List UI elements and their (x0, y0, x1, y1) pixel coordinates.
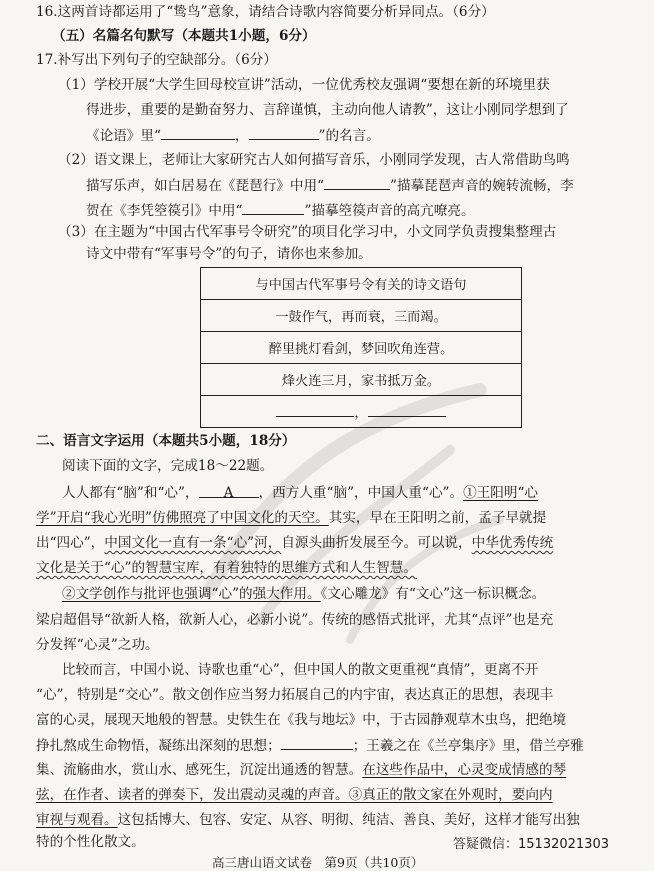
para1-line1 (62, 483, 538, 503)
q17-part2-text-c: 贺在《李凭箜篌引》中用“ (86, 203, 243, 219)
contact-info: 答疑微信：15132021303 (453, 837, 609, 852)
para2-line3: 分发挥“心灵”之功。 (36, 637, 159, 653)
q17-part3-line1: （3）在主题为“中国古代军事号令研究”的项目化学习中，小文同学负责搜集整理古 (58, 224, 557, 240)
q17-part2-line1: （2）语文课上，老师让大家研究古人如何描写音乐，小刚同学发现，古人常借助鸟鸣 (58, 152, 570, 168)
para2-line2: 梁启超倡导“欲新人格，欲新人心，必新小说”。传统的感悟式批评，尤其“点评”也是充 (36, 612, 554, 628)
q17-part2-line3 (86, 200, 475, 221)
para1-line4: 文化是关于“心”的智慧宝库，有着独特的思维方式和人生智慧。 (36, 560, 417, 576)
section-2-title: 二、语言文字运用（本题共5小题，18分） (36, 433, 296, 449)
answer-blank-2a[interactable] (324, 175, 390, 190)
table-row-3: 烽火连三月，家书抵万金。 (201, 364, 522, 396)
answer-blank-para3[interactable] (281, 735, 353, 750)
q17-part2-line2 (86, 175, 574, 196)
para1-wavy-1: 中国文化一直有一条“心”河， (104, 535, 282, 551)
para3-text-l5a: 集、流觞曲水，赏山水、感死生，沉淀出通透的智慧。 (36, 762, 363, 778)
q17-part1-text-c: ”的名言。 (318, 128, 380, 144)
para3-line7 (36, 810, 580, 830)
blank-A-label: A (223, 485, 234, 501)
para2-line1 (62, 584, 545, 604)
para1-text-l2c: 其实，早在王阳明之前，孟子早就提 (328, 510, 547, 526)
question-16: 16.这两首诗都运用了“鸷鸟”意象，请结合诗歌内容简要分析异同点。（6分） (36, 4, 495, 20)
para3-line8: 特的个性化散文。 (36, 834, 145, 850)
para3-line6 (36, 785, 553, 805)
para3-underlined-1: 在这些作品中，心灵变成情感的琴 (362, 762, 567, 778)
q17-part1-line2: 得进步，重要的是勤奋努力、言辞谨慎，主动向他人请教”，这让小刚同学想到了 (86, 102, 569, 118)
q17-part2-text-a: 描写乐声，如白居易在《琵琶行》中用“ (86, 178, 325, 194)
q17-part2-text-b: ”描摹琵琶声音的婉转流畅，李 (390, 178, 574, 194)
para3-line3: 富的心灵，展现天地般的智慧。史铁生在《我与地坛》中，于古园静观草木虫鸟，把绝境 (36, 712, 567, 728)
page-footer: 高三唐山语文试卷 第9页（共10页） (212, 855, 424, 870)
answer-blank-1a[interactable] (161, 125, 235, 140)
table-header: 与中国古代军事号令有关的诗文语句 (201, 268, 522, 300)
para1-text-l3a: 出“四心”， (36, 535, 105, 551)
para3-line4 (36, 735, 584, 756)
q17-part1-text-a: 《论语》里“ (86, 128, 161, 144)
q17-part3-line2: 诗文中带有“军事号令”的句子，请你也来参加。 (86, 246, 372, 262)
para1-text-l3c: 自源头曲折发展至今。可以说， (281, 535, 472, 551)
answer-blank-2b[interactable] (242, 200, 304, 215)
answer-blank-3a[interactable] (276, 402, 354, 417)
table-row-1: 一鼓作气，再而衰，三而竭。 (201, 300, 522, 332)
passage-intro: 阅读下面的文字，完成18～22题。 (62, 458, 274, 474)
para3-underlined-2: 弦，在作者、读者的弹奏下，发出震动灵魂的声音。 (36, 787, 349, 803)
table-row-separator: ， (354, 406, 368, 421)
q17-part1-line1: （1）学校开展“大学生回母校宣讲”活动，一位优秀校友强调“要想在新的环境里获 (58, 77, 550, 93)
table-row-answer (201, 396, 522, 428)
para1-text-c: ，西方人重“脑”，中国人重“心”。 (258, 485, 464, 501)
para3-line2: “心”，特别是“交心”。散文创作应当努力拓展自己的内宇宙，表达真正的思想，表现丰 (36, 687, 554, 703)
question-17-stem: 17.补写出下列句子的空缺部分。（6分） (36, 52, 277, 68)
para2-underlined: ②文学创作与批评也强调“心”的强大作用。 (62, 586, 321, 602)
q17-part1-text-b: ， (234, 128, 249, 144)
para1-text-a: 人人都有“脑”和“心”， (62, 485, 199, 501)
answer-blank-3b[interactable] (368, 402, 446, 417)
para1-line3 (36, 533, 553, 553)
military-command-table (200, 267, 522, 428)
para1-underlined-2: 学”开启“我心光明” (36, 510, 153, 526)
para3-underlined-3: ③真正的散文家在外观时，要向内 (348, 787, 553, 803)
para3-text-l7b: 这包括博大、包容、安定、从容、明彻、纯洁、善良、美好，这样才能写出独 (117, 812, 580, 828)
blank-A[interactable] (199, 483, 259, 501)
para2-text-b: 《文心雕龙》有“文心”这一标识概念。 (320, 586, 546, 602)
para3-text-l4a: 挣扎熬成生命物悟，凝练出深刻的思想； (36, 738, 281, 754)
q17-part2-text-d: ”描摹箜篌声音的高亢嘹亮。 (304, 203, 475, 219)
para1-line2 (36, 508, 546, 528)
section-5-title: （五）名篇名句默写（本题共1小题，6分） (52, 28, 316, 44)
para3-line5 (36, 760, 566, 780)
para3-underlined-4: 审视与观看。 (36, 812, 118, 828)
para3-text-l4b: ；王羲之在《兰亭集序》里，借兰亭雅 (352, 738, 584, 754)
answer-blank-1b[interactable] (249, 125, 319, 140)
para1-wavy-2: 中华优秀传统 (471, 535, 554, 551)
q17-part1-line3 (86, 125, 380, 146)
para1-underlined-3: 仿佛照亮了中国文化的天空。 (152, 510, 329, 526)
table-row-2: 醉里挑灯看剑，梦回吹角连营。 (201, 332, 522, 364)
para3-line1: 比较而言，中国小说、诗歌也重“心”，但中国人的散文更重视“真情”，更离不开 (62, 662, 539, 678)
para1-underlined-1: ①王阳明“心 (463, 485, 539, 501)
